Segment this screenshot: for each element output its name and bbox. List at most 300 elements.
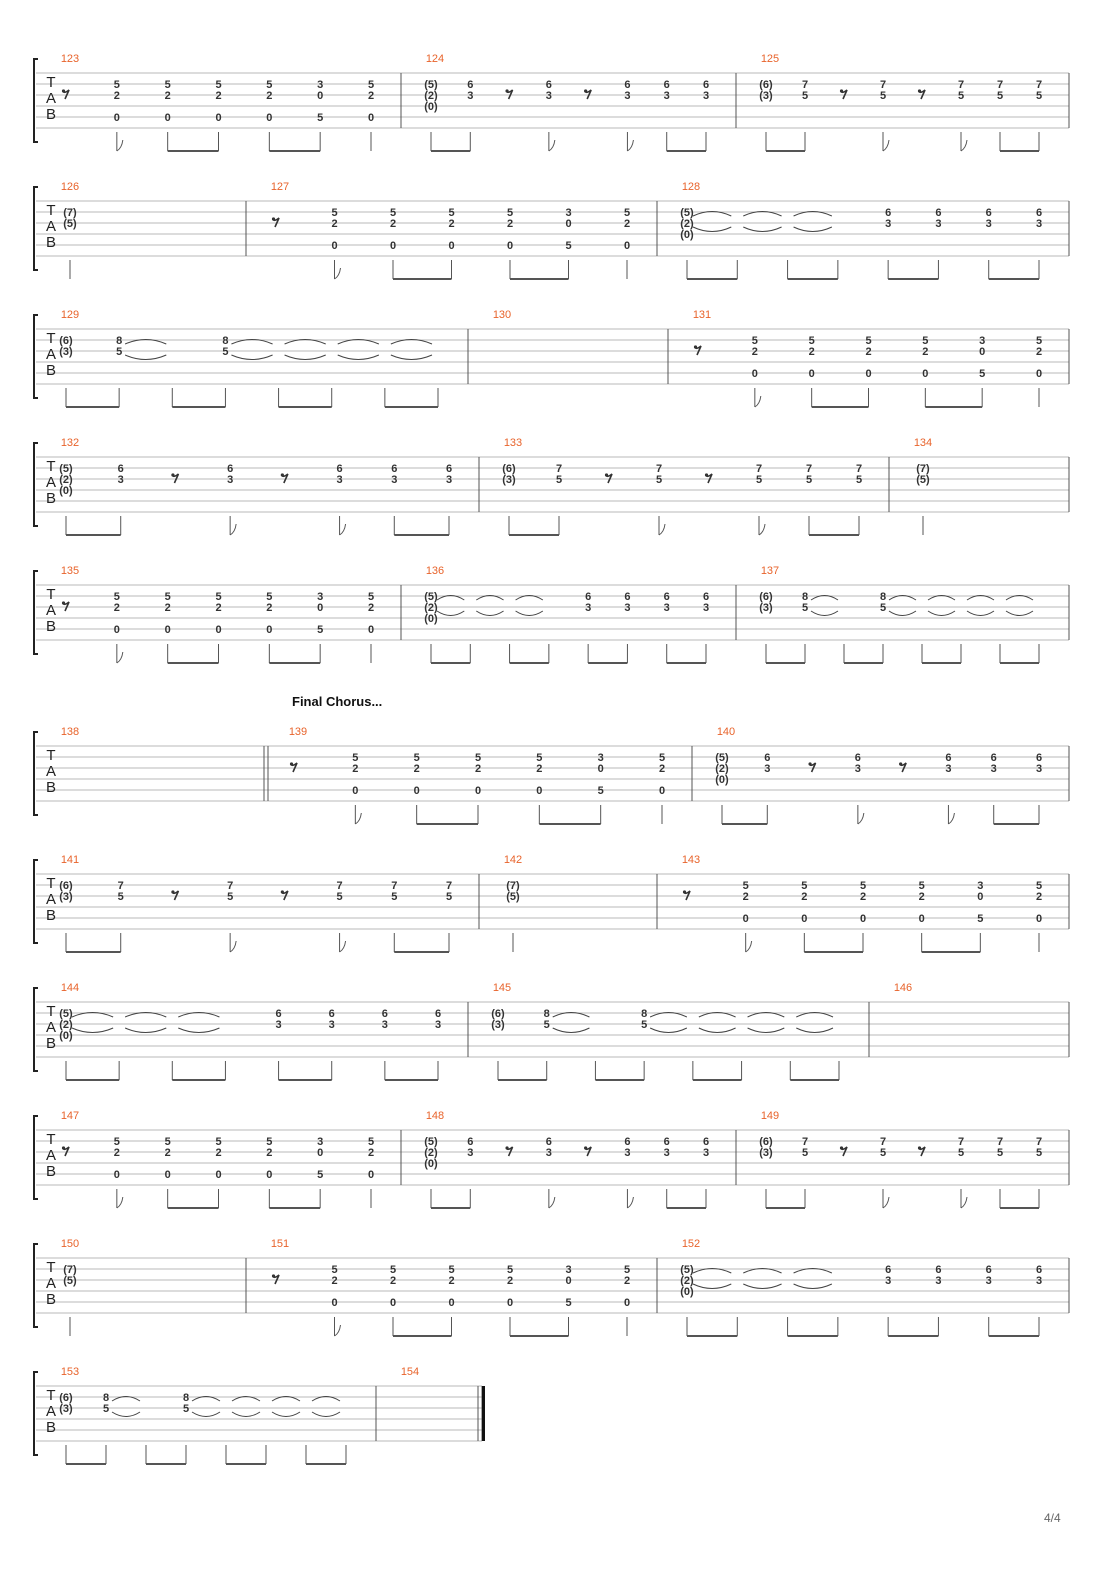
fret-number: 7: [996, 1136, 1004, 1148]
fret-number: 2: [113, 90, 120, 102]
eighth-rest-dot: [281, 890, 284, 893]
fret-number: 2: [742, 891, 749, 903]
eighth-rest-dot: [505, 1146, 508, 1149]
fret-number: 0: [331, 1297, 338, 1309]
measure-number: 133: [503, 437, 523, 449]
fret-number: 3: [585, 602, 592, 614]
tie-arc: [272, 1412, 300, 1417]
fret-number: 5: [113, 591, 120, 603]
fret-number: 2: [215, 602, 222, 614]
eighth-rest-dot: [505, 89, 508, 92]
fret-number: 5: [543, 1019, 550, 1031]
fret-number: 6: [1035, 207, 1043, 219]
fret-number: 3: [979, 335, 986, 347]
fret-number: 0: [623, 240, 631, 252]
fret-number: 6: [990, 752, 997, 764]
fret-number: (5): [424, 1136, 438, 1148]
tie-arc: [748, 1028, 785, 1033]
fret-number: 5: [164, 591, 171, 603]
fret-number: 3: [117, 474, 124, 486]
fret-number: 5: [1035, 90, 1043, 102]
fret-number: 8: [543, 1008, 550, 1020]
fret-number: (0): [680, 229, 694, 241]
tie-arc: [967, 611, 994, 616]
fret-number: 7: [996, 79, 1004, 91]
eighth-rest-dot: [705, 473, 708, 476]
fret-number: 5: [182, 1403, 190, 1415]
tie-arc: [553, 1028, 590, 1033]
fret-number: 0: [317, 90, 324, 102]
fret-number: 3: [885, 1275, 892, 1287]
eighth-rest-dot: [281, 473, 284, 476]
fret-number: 2: [266, 90, 273, 102]
fret-number: 5: [859, 880, 867, 892]
fret-number: 2: [1035, 346, 1043, 358]
tab-system: [34, 726, 1069, 824]
fret-number: 3: [764, 763, 771, 775]
fret-number: 0: [859, 913, 867, 925]
fret-number: (5): [59, 463, 73, 475]
fret-number: 3: [624, 90, 631, 102]
section-marker: Final Chorus...: [292, 694, 383, 709]
tab-system: [34, 565, 1069, 663]
tab-system: [34, 181, 1069, 279]
fret-number: 0: [808, 368, 815, 380]
fret-number: 6: [663, 1136, 670, 1148]
fret-number: 3: [990, 763, 997, 775]
fret-number: 3: [1035, 763, 1043, 775]
fret-number: 5: [623, 207, 631, 219]
fret-number: 2: [331, 218, 338, 230]
tab-clef-t: T: [46, 1131, 56, 1148]
fret-number: (2): [424, 1147, 438, 1159]
fret-number: 5: [331, 1264, 338, 1276]
fret-number: 0: [164, 112, 171, 124]
fret-number: 6: [336, 463, 343, 475]
fret-number: 2: [266, 1147, 273, 1159]
fret-number: 5: [448, 1264, 455, 1276]
system-bracket: [34, 988, 38, 1071]
measure-number: 152: [681, 1238, 701, 1250]
fret-number: 5: [117, 891, 124, 903]
fret-number: 2: [448, 218, 455, 230]
fret-number: 6: [1035, 1264, 1043, 1276]
fret-number: 5: [565, 1297, 572, 1309]
eighth-rest-dot: [272, 1274, 275, 1277]
measure-number: 142: [503, 854, 523, 866]
eighth-rest-dot: [62, 601, 65, 604]
measure-number: 138: [60, 726, 80, 738]
measure-number: 139: [288, 726, 308, 738]
tie-arc: [794, 227, 832, 232]
fret-number: 5: [391, 891, 398, 903]
note-flag: [755, 396, 761, 407]
fret-number: 7: [391, 880, 398, 892]
fret-number: 0: [352, 785, 359, 797]
note-flag: [883, 140, 889, 151]
fret-number: 5: [215, 1136, 222, 1148]
fret-number: 5: [506, 207, 514, 219]
fret-number: 3: [227, 474, 234, 486]
fret-number: (2): [59, 1019, 73, 1031]
measure-number: 147: [60, 1110, 80, 1122]
fret-number: 7: [801, 79, 809, 91]
fret-number: 0: [506, 1297, 514, 1309]
tab-clef-a: A: [45, 346, 57, 363]
measure-number: 123: [60, 53, 80, 65]
fret-number: (3): [759, 1147, 773, 1159]
fret-number: 2: [801, 891, 808, 903]
fret-number: 0: [367, 1169, 375, 1181]
measure-number: 135: [60, 565, 80, 577]
fret-number: 5: [957, 90, 965, 102]
tie-arc: [112, 1412, 140, 1417]
fret-number: 5: [597, 785, 604, 797]
note-flag: [230, 524, 236, 535]
note-flag: [746, 941, 752, 952]
tie-arc: [889, 611, 916, 616]
fret-number: 5: [102, 1403, 110, 1415]
fret-number: 3: [663, 90, 670, 102]
fret-number: 5: [1035, 335, 1043, 347]
fret-number: 7: [445, 880, 453, 892]
fret-number: 0: [367, 112, 375, 124]
fret-number: 5: [641, 1019, 648, 1031]
fret-number: 6: [328, 1008, 335, 1020]
fret-number: 5: [367, 591, 375, 603]
tab-system: [34, 1110, 1069, 1208]
fret-number: 3: [597, 752, 604, 764]
fret-number: 7: [855, 463, 863, 475]
fret-number: 2: [859, 891, 867, 903]
fret-number: (7): [63, 1264, 77, 1276]
fret-number: 0: [113, 112, 120, 124]
fret-number: (2): [680, 1275, 694, 1287]
fret-number: (6): [491, 1008, 505, 1020]
fret-number: (0): [59, 1030, 73, 1042]
fret-number: 8: [182, 1392, 190, 1404]
fret-number: 0: [918, 913, 925, 925]
tab-system: [34, 1366, 485, 1464]
fret-number: 5: [1035, 1147, 1043, 1159]
fret-number: 3: [702, 1147, 710, 1159]
fret-number: 5: [805, 474, 813, 486]
measure-number: 132: [60, 437, 80, 449]
note-flag: [335, 268, 341, 279]
fret-number: 5: [331, 207, 338, 219]
fret-number: 6: [545, 1136, 552, 1148]
fret-number: 2: [164, 602, 171, 614]
fret-number: 7: [227, 880, 234, 892]
fret-number: 3: [545, 90, 552, 102]
fret-number: (5): [59, 1008, 73, 1020]
fret-number: 3: [663, 602, 670, 614]
fret-number: 0: [801, 913, 808, 925]
tie-arc: [232, 1412, 260, 1417]
fret-number: 3: [317, 591, 324, 603]
tie-arc: [743, 1284, 781, 1289]
fret-number: 5: [317, 1169, 324, 1181]
fret-number: 3: [935, 218, 942, 230]
tab-clef-b: B: [45, 1163, 57, 1180]
fret-number: 5: [506, 1264, 514, 1276]
measure-number: 154: [400, 1366, 420, 1378]
tab-clef-b: B: [45, 618, 57, 635]
note-flag: [335, 1325, 341, 1336]
tab-clef-t: T: [46, 330, 56, 347]
fret-number: (0): [424, 613, 438, 625]
measure-number: 140: [716, 726, 736, 738]
tie-arc: [794, 1284, 832, 1289]
fret-number: (2): [59, 474, 73, 486]
fret-number: 5: [801, 1147, 809, 1159]
fret-number: 0: [977, 891, 984, 903]
fret-number: 0: [623, 1297, 631, 1309]
fret-number: 0: [164, 1169, 171, 1181]
fret-number: (0): [715, 774, 729, 786]
fret-number: 3: [702, 602, 710, 614]
fret-number: 2: [215, 1147, 222, 1159]
eighth-rest-dot: [694, 345, 697, 348]
fret-number: 5: [922, 335, 929, 347]
fret-number: 2: [367, 90, 375, 102]
fret-number: 7: [1035, 79, 1043, 91]
measure-number: 134: [913, 437, 933, 449]
fret-number: 3: [328, 1019, 335, 1031]
fret-number: 3: [467, 1147, 474, 1159]
fret-number: 7: [957, 79, 965, 91]
eighth-rest-dot: [605, 473, 608, 476]
eighth-rest-dot: [899, 762, 902, 765]
fret-number: 7: [555, 463, 563, 475]
fret-number: 0: [215, 1169, 222, 1181]
measure-number: 126: [60, 181, 80, 193]
tab-clef-t: T: [46, 1003, 56, 1020]
fret-number: 0: [215, 112, 222, 124]
tab-clef-a: A: [45, 1019, 57, 1036]
fret-number: (6): [759, 1136, 773, 1148]
fret-number: 5: [164, 79, 171, 91]
fret-number: 6: [702, 79, 710, 91]
tab-clef-t: T: [46, 586, 56, 603]
measure-number: 127: [270, 181, 290, 193]
fret-number: 5: [977, 913, 984, 925]
fret-number: 7: [805, 463, 813, 475]
fret-number: 5: [957, 1147, 965, 1159]
fret-number: 2: [474, 763, 482, 775]
tie-arc: [178, 1028, 219, 1033]
fret-number: (5): [424, 591, 438, 603]
final-barline-thick: [482, 1386, 485, 1441]
fret-number: 5: [555, 474, 563, 486]
fret-number: 6: [624, 1136, 631, 1148]
eighth-rest-dot: [683, 890, 686, 893]
eighth-rest-dot: [808, 762, 811, 765]
fret-number: (0): [424, 1158, 438, 1170]
fret-number: (6): [759, 591, 773, 603]
fret-number: 6: [935, 207, 942, 219]
fret-number: 2: [1035, 891, 1043, 903]
eighth-rest-dot: [272, 217, 275, 220]
tab-clef-t: T: [46, 747, 56, 764]
fret-number: 5: [113, 79, 120, 91]
measure-number: 137: [760, 565, 780, 577]
tie-arc: [693, 227, 731, 232]
fret-number: 6: [1035, 752, 1043, 764]
fret-number: 6: [935, 1264, 942, 1276]
fret-number: 0: [389, 1297, 397, 1309]
system-bracket: [34, 443, 38, 526]
tie-arc: [928, 611, 955, 616]
fret-number: 0: [751, 368, 758, 380]
fret-number: 2: [922, 346, 929, 358]
measure-number: 131: [692, 309, 712, 321]
fret-number: 0: [865, 368, 872, 380]
fret-number: 2: [658, 763, 666, 775]
fret-number: 6: [391, 463, 398, 475]
tab-system: [34, 1238, 1069, 1336]
measure-number: 128: [681, 181, 701, 193]
system-bracket: [34, 59, 38, 142]
fret-number: 5: [742, 880, 749, 892]
fret-number: 2: [367, 602, 375, 614]
tie-arc: [699, 1028, 736, 1033]
note-flag: [549, 140, 555, 151]
fret-number: 3: [985, 1275, 992, 1287]
fret-number: (5): [63, 1275, 77, 1287]
tab-clef-b: B: [45, 490, 57, 507]
fret-number: 5: [389, 1264, 397, 1276]
fret-number: 8: [116, 335, 123, 347]
fret-number: 5: [979, 368, 986, 380]
fret-number: 6: [985, 207, 992, 219]
tab-system: [34, 982, 1069, 1080]
tab-clef-t: T: [46, 1259, 56, 1276]
fret-number: (5): [916, 474, 930, 486]
eighth-rest-dot: [840, 1146, 843, 1149]
fret-number: 6: [117, 463, 124, 475]
tie-arc: [693, 1284, 731, 1289]
fret-number: 5: [865, 335, 872, 347]
fret-number: 5: [413, 752, 420, 764]
fret-number: 5: [655, 474, 663, 486]
fret-number: 5: [116, 346, 123, 358]
fret-number: 0: [536, 785, 543, 797]
fret-number: (5): [715, 752, 729, 764]
fret-number: 3: [854, 763, 861, 775]
tie-arc: [125, 355, 166, 360]
fret-number: 5: [536, 752, 543, 764]
fret-number: 5: [164, 1136, 171, 1148]
fret-number: 5: [879, 602, 887, 614]
tab-clef-b: B: [45, 1035, 57, 1052]
fret-number: 5: [658, 752, 666, 764]
fret-number: 2: [623, 1275, 631, 1287]
fret-number: 3: [945, 763, 952, 775]
fret-number: 2: [113, 1147, 120, 1159]
system-bracket: [34, 1116, 38, 1199]
fret-number: 8: [879, 591, 887, 603]
fret-number: 0: [1035, 368, 1043, 380]
note-flag: [230, 941, 236, 952]
fret-number: 2: [808, 346, 815, 358]
fret-number: 0: [317, 602, 324, 614]
fret-number: 3: [624, 602, 631, 614]
fret-number: 5: [801, 602, 809, 614]
note-flag: [627, 140, 633, 151]
fret-number: (7): [916, 463, 930, 475]
fret-number: 6: [275, 1008, 282, 1020]
eighth-rest-dot: [840, 89, 843, 92]
fret-number: 2: [266, 602, 273, 614]
fret-number: 5: [222, 346, 229, 358]
fret-number: 5: [352, 752, 359, 764]
page-number: 4/4: [1044, 1511, 1061, 1525]
fret-number: 3: [977, 880, 984, 892]
tab-clef-t: T: [46, 74, 56, 91]
fret-number: 5: [755, 474, 763, 486]
note-flag: [340, 941, 346, 952]
measure-number: 129: [60, 309, 80, 321]
fret-number: 2: [623, 218, 631, 230]
fret-number: (2): [424, 90, 438, 102]
fret-number: 8: [801, 591, 809, 603]
tab-clef-a: A: [45, 1403, 57, 1420]
tab-clef-b: B: [45, 779, 57, 796]
fret-number: 2: [918, 891, 925, 903]
tie-arc: [437, 611, 464, 616]
fret-number: 2: [751, 346, 758, 358]
fret-number: 3: [565, 207, 572, 219]
fret-number: 5: [855, 474, 863, 486]
fret-number: 5: [389, 207, 397, 219]
tie-arc: [72, 1028, 113, 1033]
fret-number: 5: [227, 891, 234, 903]
fret-number: (5): [424, 79, 438, 91]
fret-number: 6: [854, 752, 861, 764]
fret-number: 0: [317, 1147, 324, 1159]
fret-number: 5: [215, 591, 222, 603]
fret-number: 2: [413, 763, 420, 775]
fret-number: 2: [865, 346, 872, 358]
fret-number: 2: [352, 763, 359, 775]
fret-number: 0: [448, 1297, 455, 1309]
fret-number: 5: [1035, 880, 1043, 892]
fret-number: 7: [755, 463, 763, 475]
fret-number: 3: [275, 1019, 282, 1031]
tie-arc: [796, 1028, 833, 1033]
tie-arc: [516, 611, 543, 616]
tab-clef-a: A: [45, 763, 57, 780]
fret-number: 6: [663, 591, 670, 603]
tie-arc: [285, 355, 326, 360]
fret-number: (3): [759, 90, 773, 102]
measure-number: 136: [425, 565, 445, 577]
fret-number: 0: [367, 624, 375, 636]
tie-arc: [192, 1412, 220, 1417]
fret-number: 5: [266, 1136, 273, 1148]
fret-number: 3: [545, 1147, 552, 1159]
tie-arc: [338, 355, 379, 360]
tie-arc: [811, 611, 838, 616]
fret-number: 5: [266, 591, 273, 603]
fret-number: (3): [502, 474, 516, 486]
fret-number: 5: [623, 1264, 631, 1276]
note-flag: [883, 1197, 889, 1208]
fret-number: 3: [317, 1136, 324, 1148]
fret-number: 8: [102, 1392, 110, 1404]
fret-number: 2: [215, 90, 222, 102]
